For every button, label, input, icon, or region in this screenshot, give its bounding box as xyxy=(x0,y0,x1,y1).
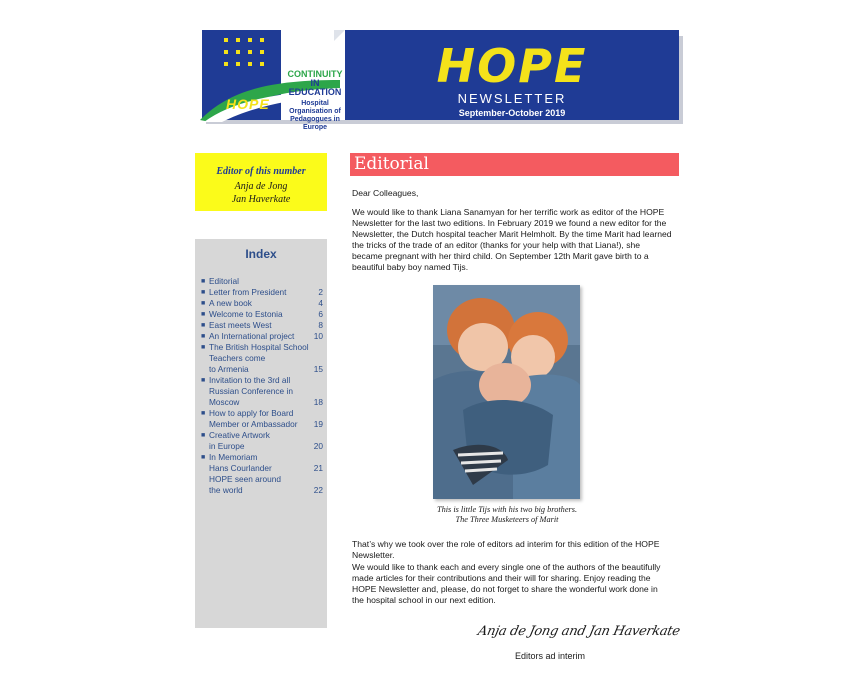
bullet-icon: ■ xyxy=(201,454,206,461)
bullet-icon: ■ xyxy=(201,432,206,439)
editor-name: Jan Haverkate xyxy=(231,194,291,205)
index-item[interactable]: ■ How to apply for Board Member or Ambassador 19 xyxy=(201,408,323,429)
bullet-icon: ■ xyxy=(201,300,206,307)
index-item[interactable]: ■ An International project 10 xyxy=(201,331,323,341)
editorial-paragraph: We would like to thank each and every single one of the authors of the beautifully made articles for their contributions and their will for sharing. Enjoy reading the HOPE Newsletter and, please, do not forget to share the wonderful work done in the hospital school in our next edition. xyxy=(352,562,661,605)
logo-continuity-text: CONTINUITY IN EDUCATION xyxy=(287,69,343,97)
newsletter-subtitle: NEWSLETTER xyxy=(457,91,567,106)
index-item[interactable]: ■ Welcome to Estonia 6 xyxy=(201,309,323,319)
editorial-paragraph: That’s why we took over the role of editors ad interim for this edition of the HOPE Newsletter. xyxy=(352,539,660,560)
family-photo xyxy=(433,285,580,499)
index-item[interactable]: ■ Creative Artwork in Europe 20 xyxy=(201,430,323,451)
index-item[interactable]: ■ Invitation to the 3rd all Russian Conference in Moscow 18 xyxy=(201,375,323,407)
bullet-icon: ■ xyxy=(201,311,206,318)
bullet-icon: ■ xyxy=(201,377,206,384)
index-list xyxy=(201,276,323,496)
index-item[interactable]: ■ Letter from President 2 xyxy=(201,287,323,297)
signature-role: Editors ad interim xyxy=(515,651,586,661)
index-item[interactable]: HOPE seen around the world 22 xyxy=(209,474,323,495)
bullet-icon: ■ xyxy=(201,333,206,340)
greeting: Dear Colleagues, xyxy=(352,188,419,198)
bullet-icon: ■ xyxy=(201,289,206,296)
editor-name: Anja de Jong xyxy=(234,181,288,192)
index-item[interactable]: ■ Editorial xyxy=(201,276,239,286)
bullet-icon: ■ xyxy=(201,278,206,285)
photo-illustration xyxy=(433,285,580,499)
index-title: Index xyxy=(245,247,277,261)
index-item[interactable]: ■ East meets West 8 xyxy=(201,320,323,330)
editorial-paragraph: We would like to thank Liana Sanamyan for her terrific work as editor of the HOPE Newsletter for the last two editions. In February 2019 we found a new editor for the Newsletter, the Dutch hospital teacher Marit Helmholt. By the time Marit had learned the tricks of the trade of an editor (thanks for your help with that Liana!), she became pregnant with her third child. On September 12th Marit gave birth to a beautiful baby boy named Tijs. xyxy=(352,207,672,272)
photo-caption: This is little Tijs with his two big brothers. The Three Musketeers of Marit xyxy=(436,505,578,524)
signature: Anja de Jong and Jan Haverkate xyxy=(476,624,682,639)
index-item[interactable]: ■ A new book 4 xyxy=(201,298,323,308)
bullet-icon: ■ xyxy=(201,344,206,351)
editor-box xyxy=(195,153,327,211)
issue-date: September-October 2019 xyxy=(458,108,566,118)
editor-box-title: Editor of this number xyxy=(216,166,306,177)
bullet-icon: ■ xyxy=(201,322,206,329)
editorial-heading: Editorial xyxy=(354,154,429,174)
index-item[interactable]: ■ In Memoriam Hans Courlander 21 xyxy=(201,452,323,473)
index-panel xyxy=(195,239,327,628)
bullet-icon: ■ xyxy=(201,410,206,417)
logo-hope-text: HOPE xyxy=(226,96,270,112)
logo-org-text: Hospital Organisation of Pedagogues in Europe xyxy=(289,100,341,131)
index-item[interactable]: ■ The British Hospital School Teachers come to Armenia 15 xyxy=(201,342,323,374)
newsletter-title: HOPE xyxy=(436,39,588,93)
